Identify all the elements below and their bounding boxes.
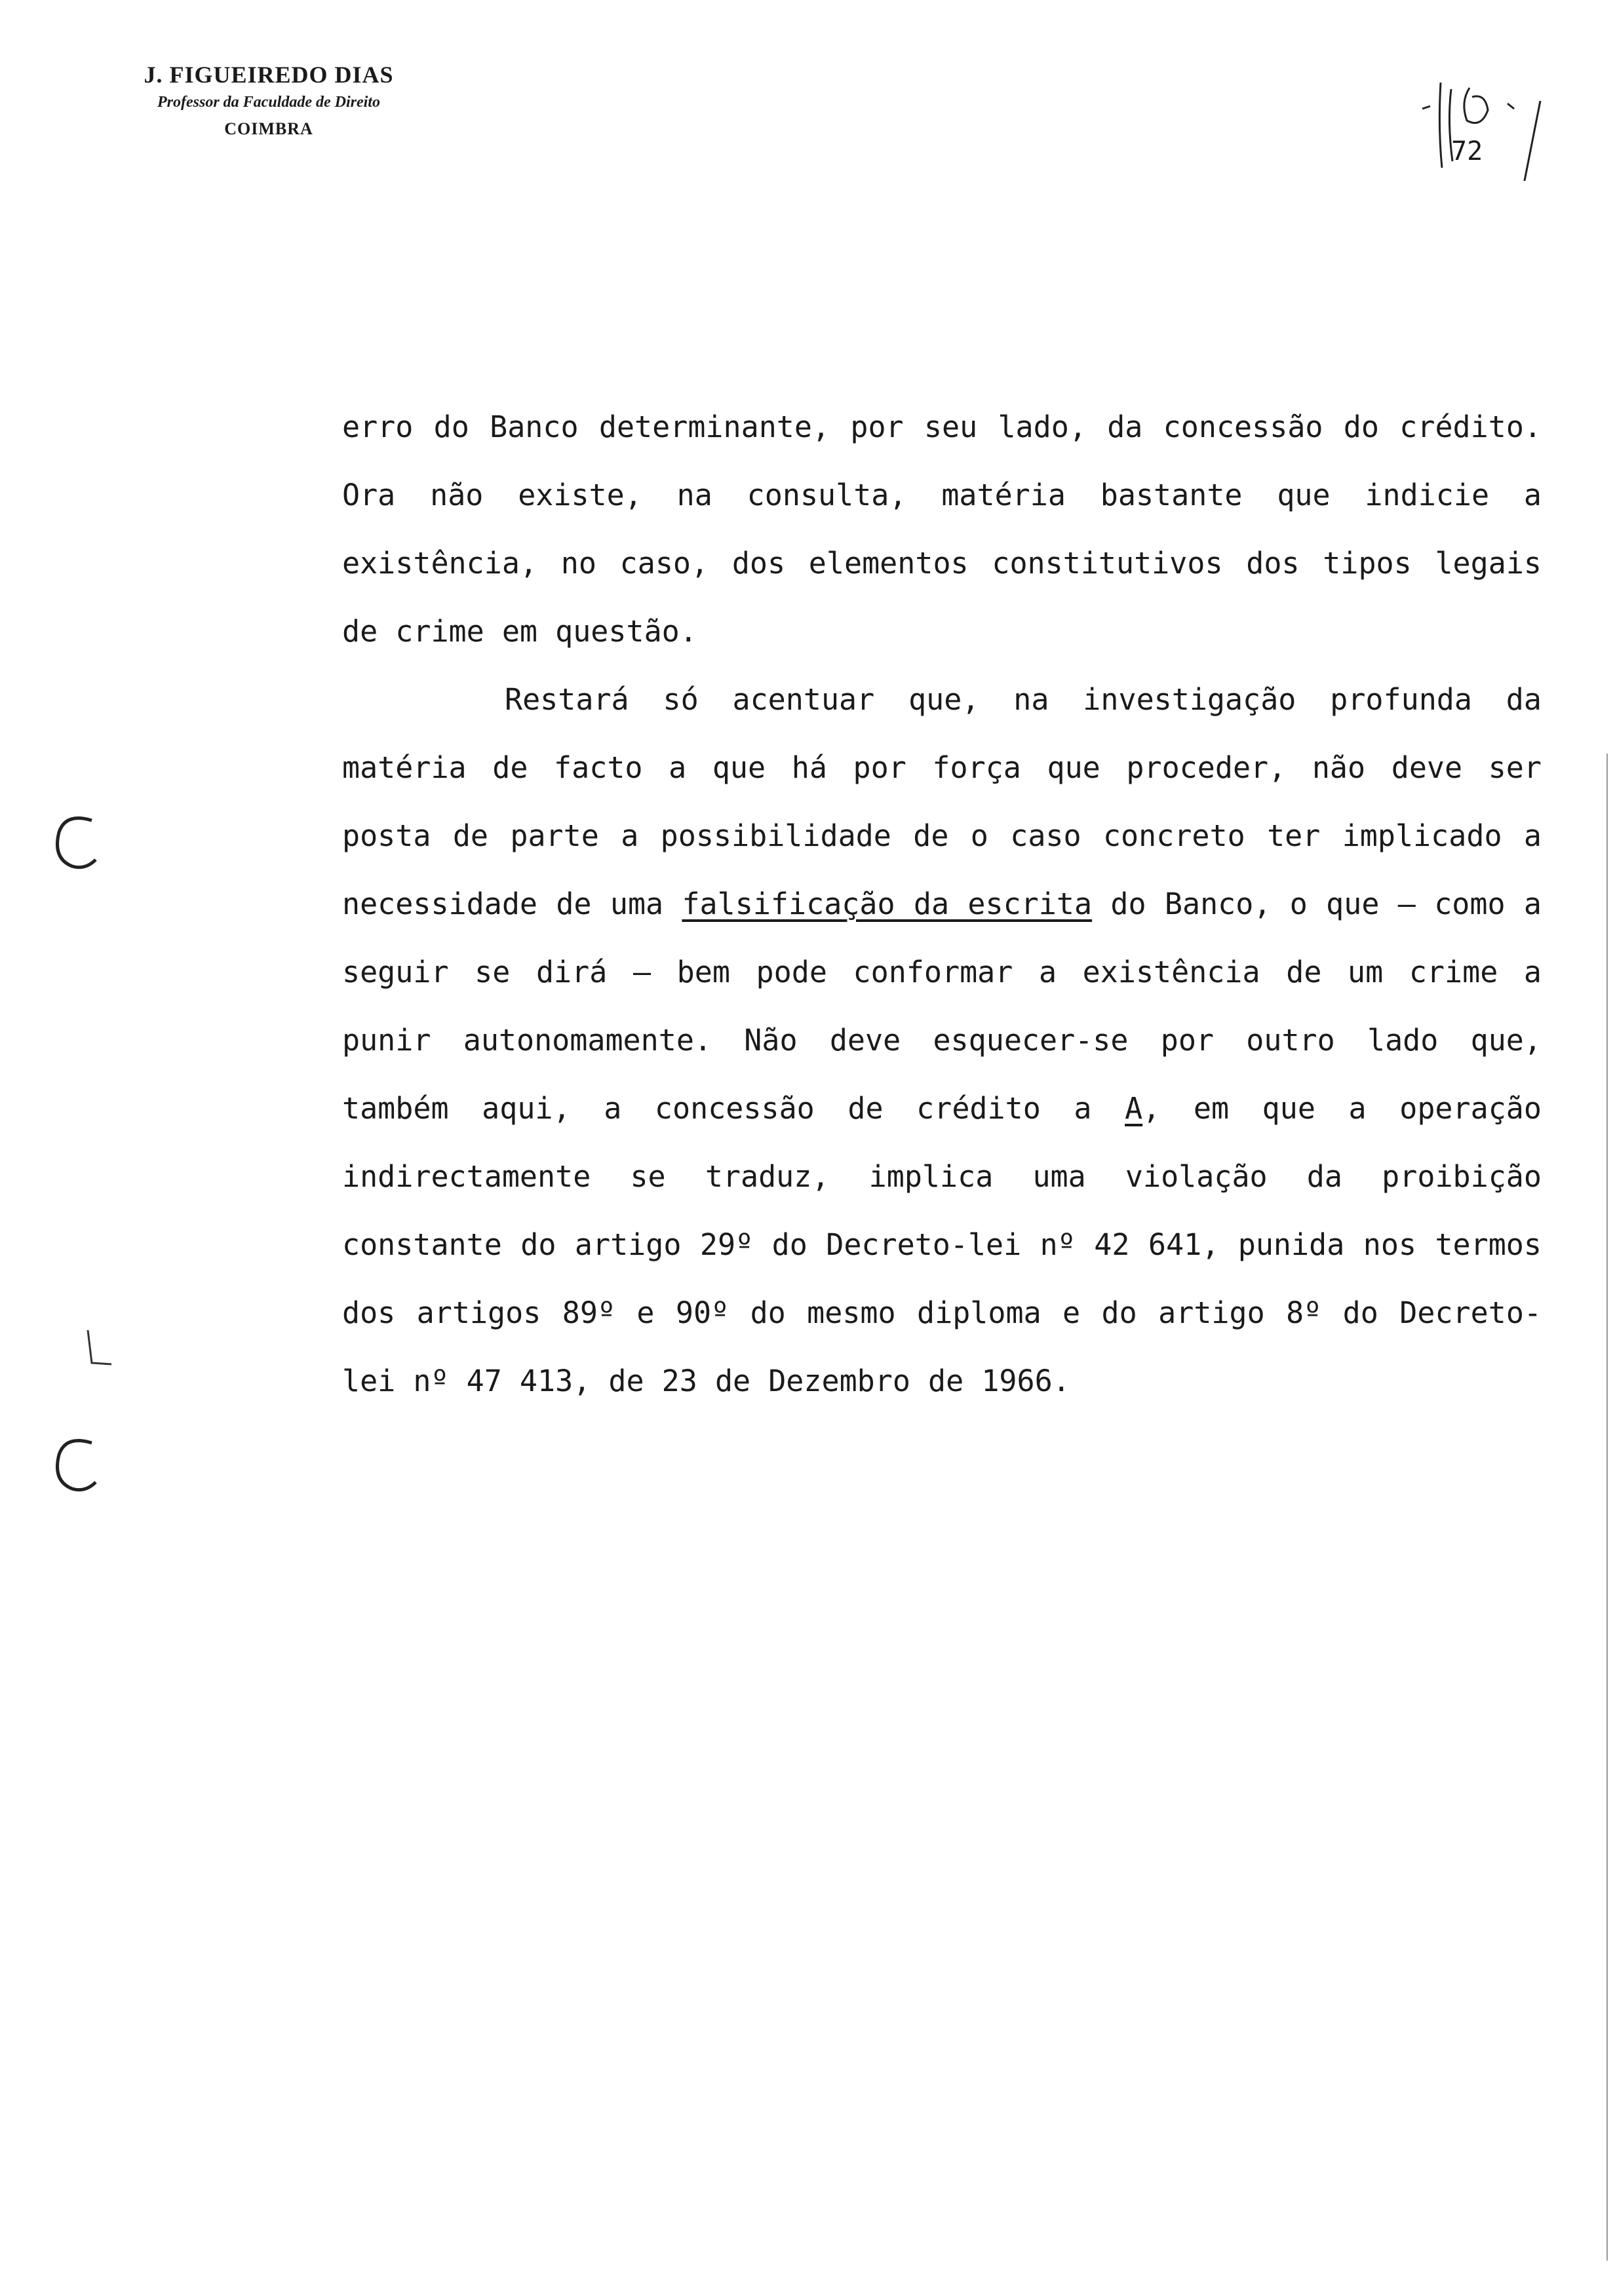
handwritten-folio-mark xyxy=(1409,63,1580,181)
letterhead xyxy=(98,60,439,143)
punch-hole-mark-bottom xyxy=(46,1428,105,1501)
author-name: J. FIGUEIREDO DIAS xyxy=(144,62,394,88)
paragraph-1 xyxy=(342,393,1542,666)
paragraph-2-part-2: do Banco, o que — como a seguir se dirá — bem pode conformar a existência de um crime a punir autonomamente. Não deve esquecer-se por outro lado que, também aqui, a concessão de crédito a xyxy=(342,887,1542,1126)
paragraph-2-part-3: , em que a operação indirectamente se traduz, implica uma violação da proibição constante do artigo 29º do Decreto-lei nº 42 641, punida nos termos dos artigos 89º e 90º do mesmo diploma e do artigo 8º do Decreto-lei nº 47 413, de 23 de Dezembro de 1966. xyxy=(342,1091,1542,1398)
paragraph-2-part-1: Restará só acentuar que, na investigação profunda da matéria de facto a que há por força que proceder, não deve ser posta de parte a possibilidade de o caso concreto ter implicado a necessidade de uma xyxy=(342,682,1542,921)
underlined-letter: A xyxy=(1125,1091,1143,1126)
right-edge-line xyxy=(1599,754,1615,2261)
punch-hole-mark-top xyxy=(46,806,105,878)
underlined-phrase: falsificação da escrita xyxy=(682,887,1093,921)
page-number: 72 xyxy=(1451,136,1483,166)
author-city: COIMBRA xyxy=(224,119,313,138)
paragraph-2 xyxy=(342,666,1542,1415)
paragraph-1-text: erro do Banco determinante, por seu lado, da concessão do crédito. Ora não existe, na consulta, matéria bastante que indicie a existência, no caso, dos elementos constitutivos dos tipos legais de crime em questão. xyxy=(342,410,1542,649)
author-title: Professor da Faculdade de Direito xyxy=(157,94,380,111)
margin-tick-mark xyxy=(80,1324,119,1376)
body-text xyxy=(342,393,1542,1415)
